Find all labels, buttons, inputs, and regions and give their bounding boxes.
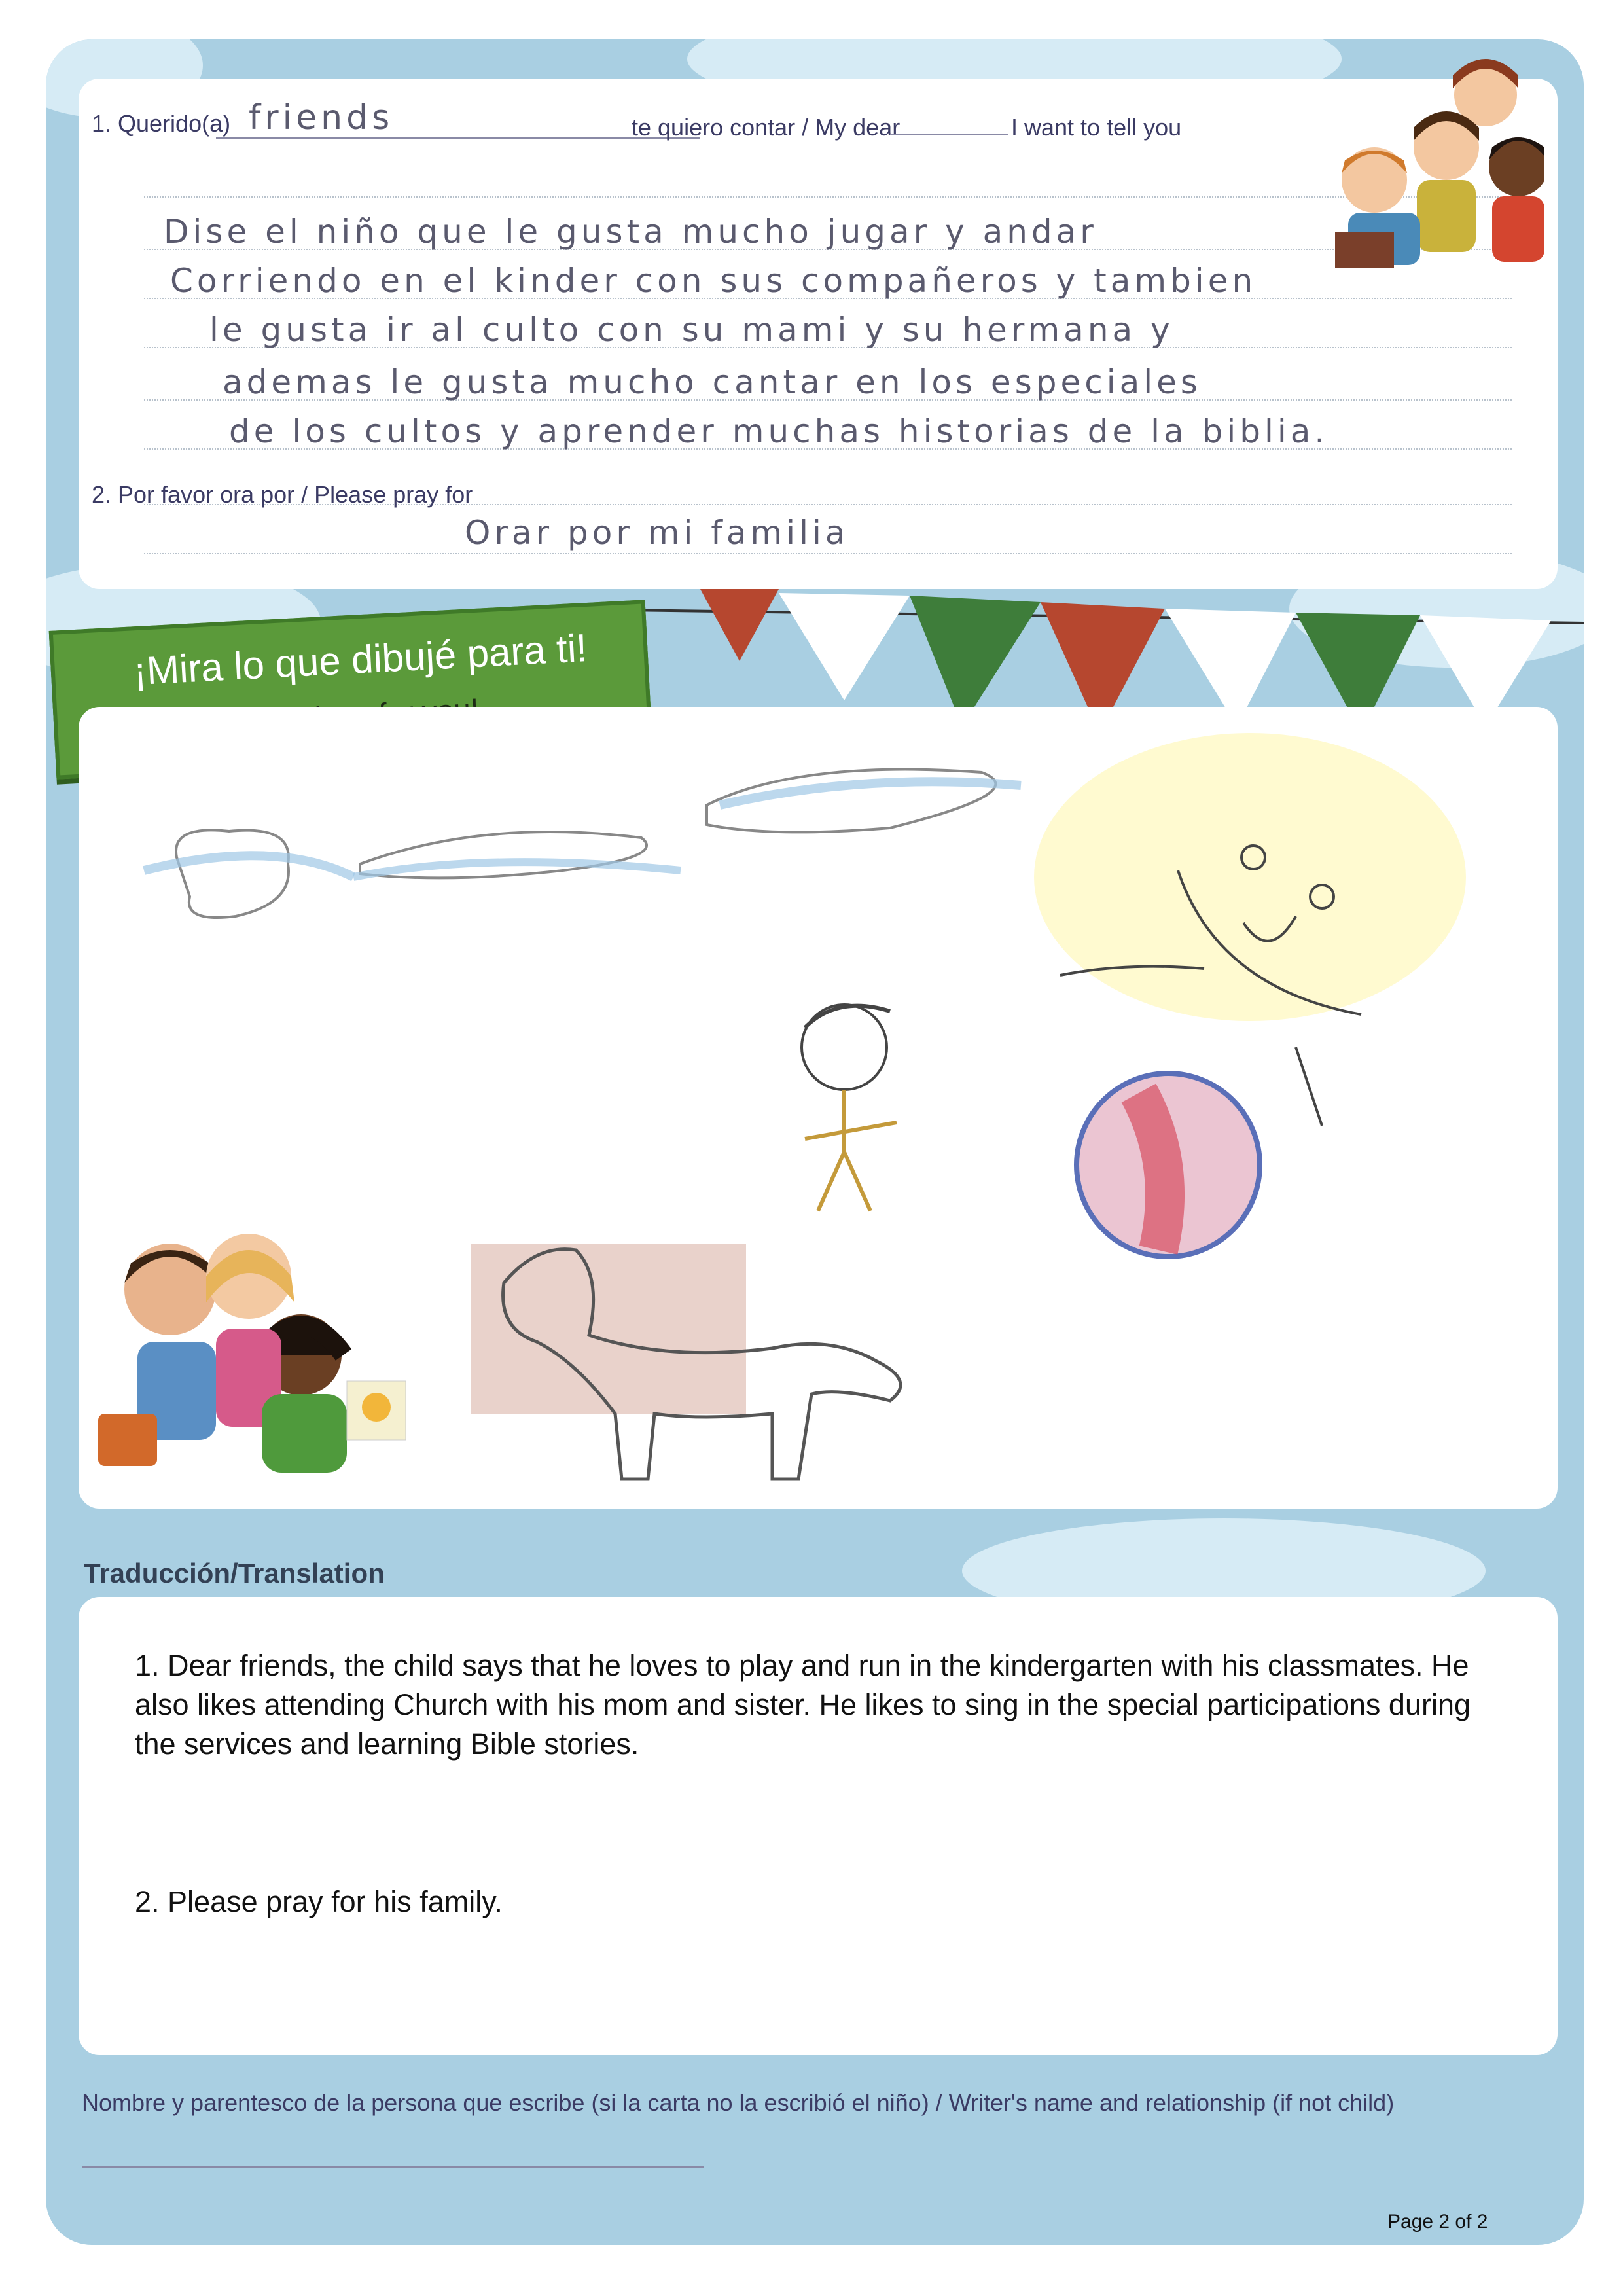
dear-label: 1. Querido(a) [92,110,231,137]
want-label: I want to tell you [1011,114,1182,141]
dear-value: friends [249,98,394,137]
writer-label: Nombre y parentesco de la persona que escribe (si la carta no la escribió el niño) / Writer's name and relationship (if not child) [82,2089,1395,2116]
writer-field[interactable] [82,2166,704,2168]
drawing-panel [79,707,1558,1509]
page-number: Page 2 of 2 [1387,2211,1488,2233]
translation-paragraph-2: 2. Please pray for his family. [135,1885,503,1918]
message-line: de los cultos y aprender muchas historias de la biblia. [229,412,1329,450]
pray-value: Orar por mi familia [465,514,849,552]
tell-label: te quiero contar / My dear [632,114,901,141]
translation-heading: Traducción/Translation [84,1558,385,1588]
pray-label: 2. Por favor ora por / Please pray for [92,481,473,508]
translation-paragraph-1: 1. Dear friends, the child says that he loves to play and run in the kindergarten with his classmates. He also likes attending Church with his mom and sister. He likes to sing in the special participations during the services and learning Bible stories. [135,1649,1471,1761]
dear-field-english[interactable] [890,134,1008,135]
banner-spanish: ¡Mira lo que dibujé para ti! [132,626,588,694]
message-line: ademas le gusta mucho cantar en los especiales [223,363,1202,401]
dear-field[interactable] [216,98,700,139]
message-line: Corriendo en el kinder con sus compañeros y tambien [170,262,1257,300]
writing-line [144,196,1512,198]
children-art-illustration [85,1230,412,1505]
message-line: Dise el niño que le gusta mucho jugar y andar [164,213,1097,251]
writing-line [144,553,1512,554]
children-reading-illustration [1322,49,1544,285]
message-line: le gusta ir al culto con su mami y su hermana y [209,311,1174,349]
translation-panel [79,1597,1558,2055]
letter-panel [79,79,1558,589]
